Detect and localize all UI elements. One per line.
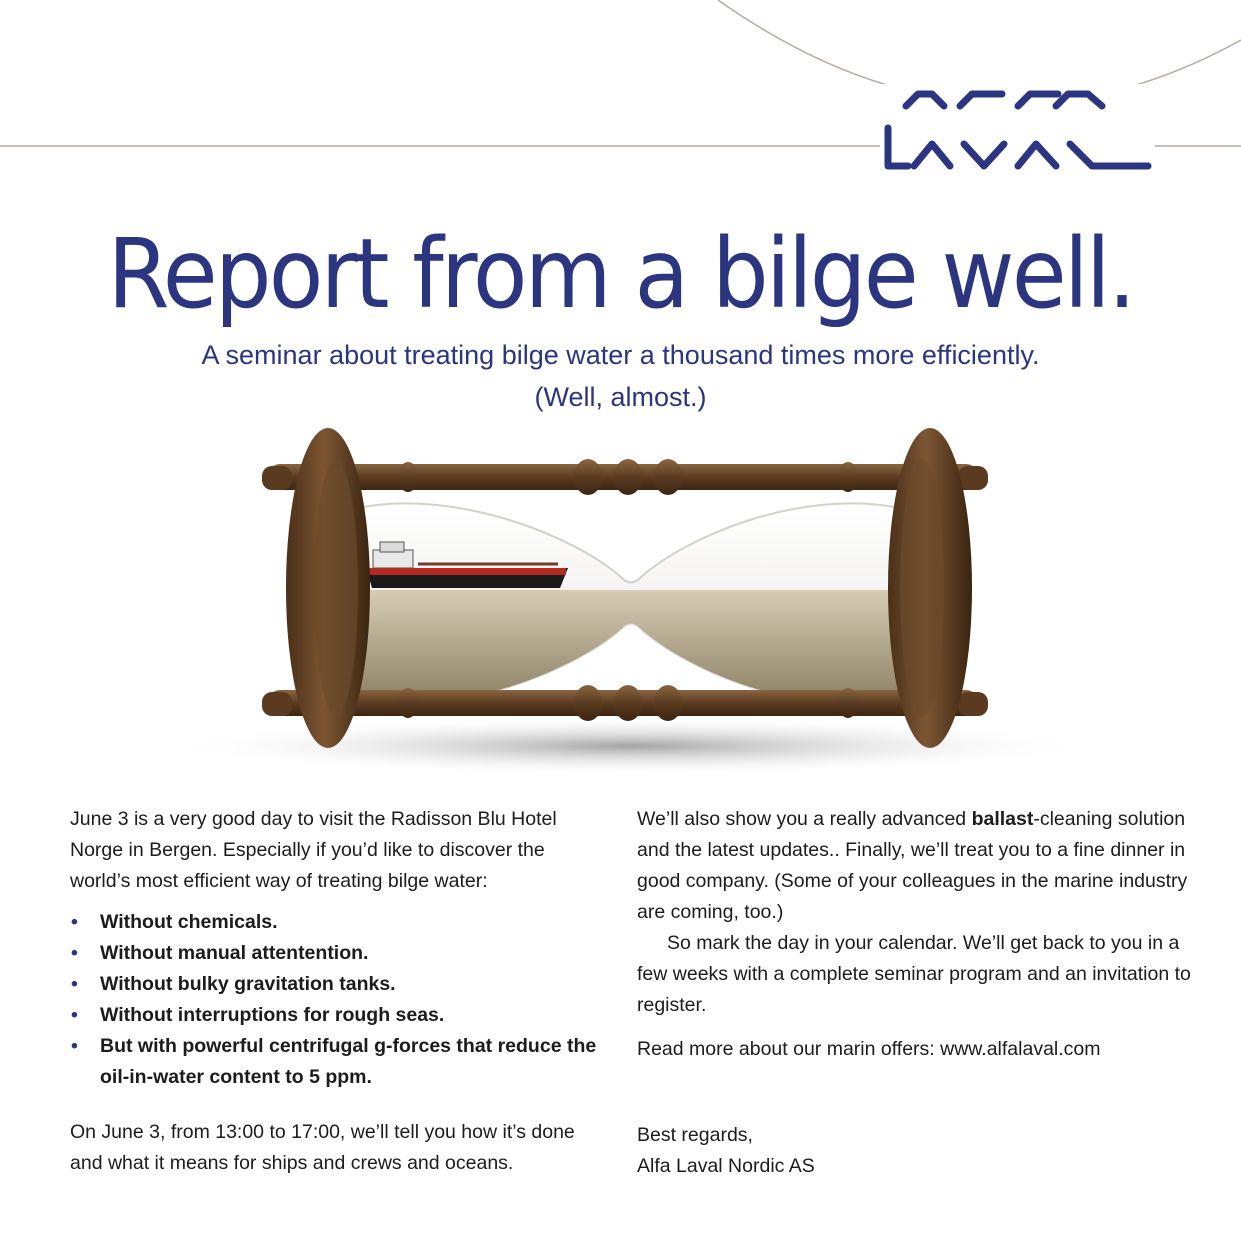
list-item: • But with powerful centrifugal g-forces that reduce the oil-in-water content to 5 ppm. — [70, 1031, 610, 1093]
bullet-icon: • — [71, 1004, 78, 1026]
bullet-icon: • — [71, 942, 78, 964]
intro-paragraph: June 3 is a very good day to visit the Radisson Blu Hotel Norge in Bergen. Especially if you’d like to discover the world’s most efficient way of treating bilge water: — [70, 808, 557, 892]
calendar-paragraph: So mark the day in your calendar. We’ll get back to you in a few weeks with a complete seminar program and an invitation to register. — [637, 932, 1191, 1016]
page-title: Report from a bilge well. — [107, 218, 1134, 330]
closing-paragraph: On June 3, from 13:00 to 17:00, we’ll tell you how it’s done and what it means for ships and crews and oceans. — [70, 1121, 575, 1174]
right-column — [637, 804, 1197, 1182]
list-item: • Without interruptions for rough seas. — [70, 1000, 610, 1031]
subtitle-aside: (Well, almost.) — [534, 382, 707, 412]
ballast-emphasis: ballast — [971, 808, 1034, 830]
hourglass-with-ship-icon — [158, 428, 1102, 778]
list-item: • Without bulky gravitation tanks. — [70, 969, 610, 1000]
ballast-paragraph: We’ll also show you a really advanced ballast-cleaning solution and the latest updates.. Finally, we’ll treat you to a fine dinner in good company. (Some of your colleagues in the marine industry are coming, too.) — [637, 808, 1188, 923]
bullet-icon: • — [71, 1035, 78, 1057]
bullet-icon: • — [71, 973, 78, 995]
alfa-laval-logo — [880, 84, 1155, 180]
signature: Alfa Laval Nordic AS — [637, 1155, 815, 1177]
list-item: • Without manual attentention. — [70, 938, 610, 969]
read-more-link[interactable]: Read more about our marin offers: www.alfalaval.com — [637, 1038, 1101, 1060]
benefit-list — [70, 907, 610, 1093]
list-item: • Without chemicals. — [70, 907, 610, 938]
regards: Best regards, — [637, 1124, 753, 1146]
left-column — [70, 804, 610, 1179]
bullet-icon: • — [71, 911, 78, 933]
subtitle: A seminar about treating bilge water a thousand times more efficiently. — [201, 340, 1040, 370]
